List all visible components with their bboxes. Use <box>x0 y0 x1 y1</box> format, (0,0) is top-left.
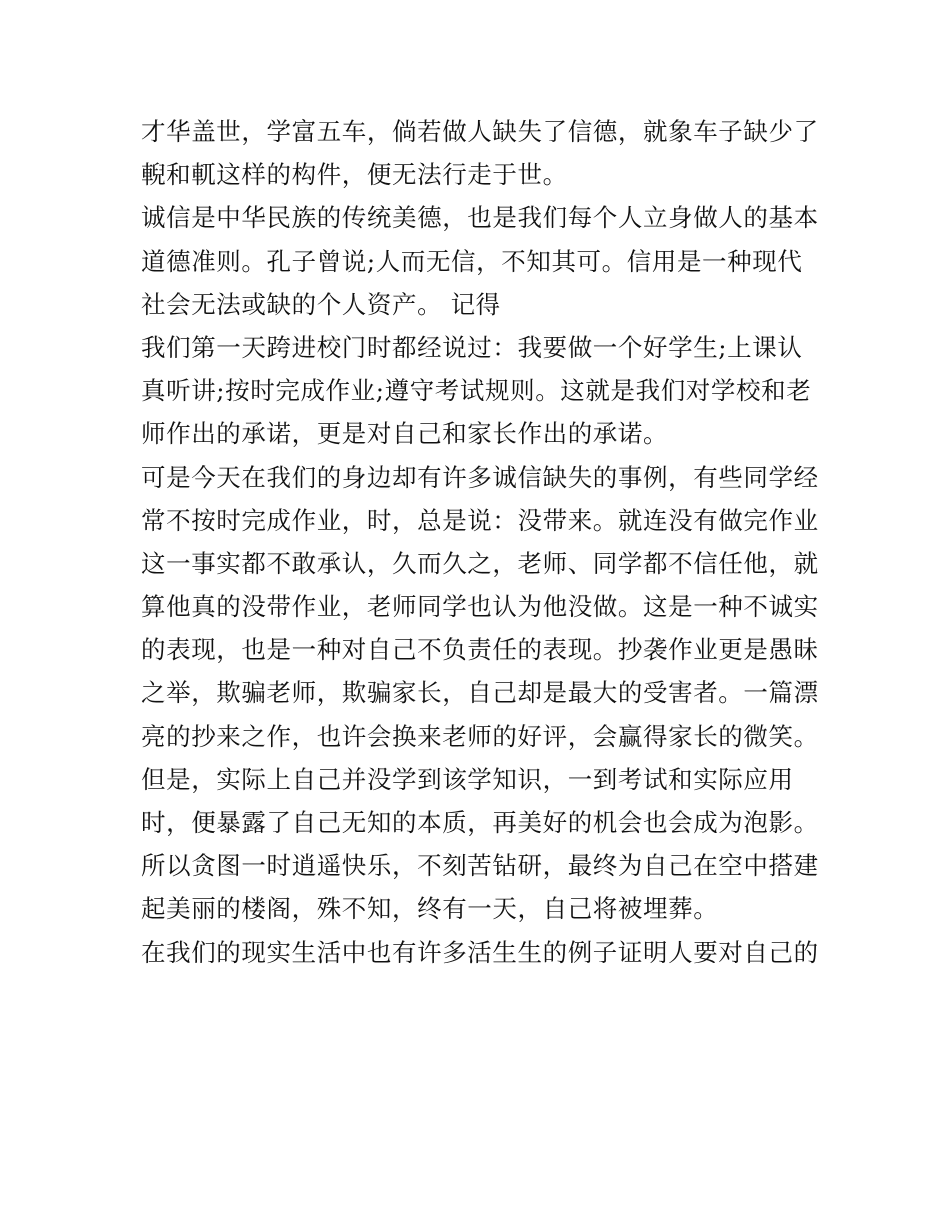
text-line: 起美丽的楼阁，殊不知，终有一天，自己将被埋葬。 <box>141 894 719 924</box>
text-line: 真听讲;按时完成作业;遵守考试规则。这就是我们对学校和老 <box>141 376 812 406</box>
body-text <box>141 110 821 974</box>
text-line: 常不按时完成作业，时，总是说：没带来。就连没有做完作业 <box>141 505 819 535</box>
text-line: 輗和軏这样的构件，便无法行走于世。 <box>141 160 568 190</box>
text-line: 这一事实都不敢承认，久而久之，老师、同学都不信任他，就 <box>141 548 819 578</box>
text-line: 算他真的没带作业，老师同学也认为他没做。这是一种不诚实 <box>141 592 819 622</box>
text-line: 的表现，也是一种对自己不负责任的表现。抄袭作业更是愚昧 <box>141 635 819 665</box>
text-line: 才华盖世，学富五车，倘若做人缺失了信德，就象车子缺少了 <box>141 117 819 146</box>
text-line: 道德准则。孔子曾说;人而无信，不知其可。信用是一种现代 <box>141 246 803 276</box>
text-line: 亮的抄来之作，也许会换来老师的好评，会赢得家长的微笑。 <box>141 721 819 751</box>
text-line: 时，便暴露了自己无知的本质，再美好的机会也会成为泡影。 <box>141 808 819 837</box>
text-line: 但是，实际上自己并没学到该学知识，一到考试和实际应用 <box>141 764 794 794</box>
text-line: 社会无法或缺的个人资产。 记得 <box>141 289 501 319</box>
text-line: 所以贪图一时逍遥快乐，不刻苦钻研，最终为自己在空中搭建 <box>141 851 819 881</box>
text-line: 之举，欺骗老师，欺骗家长，自己却是最大的受害者。一篇漂 <box>141 678 819 708</box>
text-line: 诚信是中华民族的传统美德，也是我们每个人立身做人的基本 <box>141 203 819 233</box>
text-line: 在我们的现实生活中也有许多活生生的例子证明人要对自己的 <box>141 937 819 967</box>
text-line: 师作出的承诺，更是对自己和家长作出的承诺。 <box>141 419 669 449</box>
text-line: 我们第一天跨进校门时都经说过：我要做一个好学生;上课认 <box>141 332 803 362</box>
text-line: 可是今天在我们的身边却有许多诚信缺失的事例，有些同学经 <box>141 462 819 492</box>
